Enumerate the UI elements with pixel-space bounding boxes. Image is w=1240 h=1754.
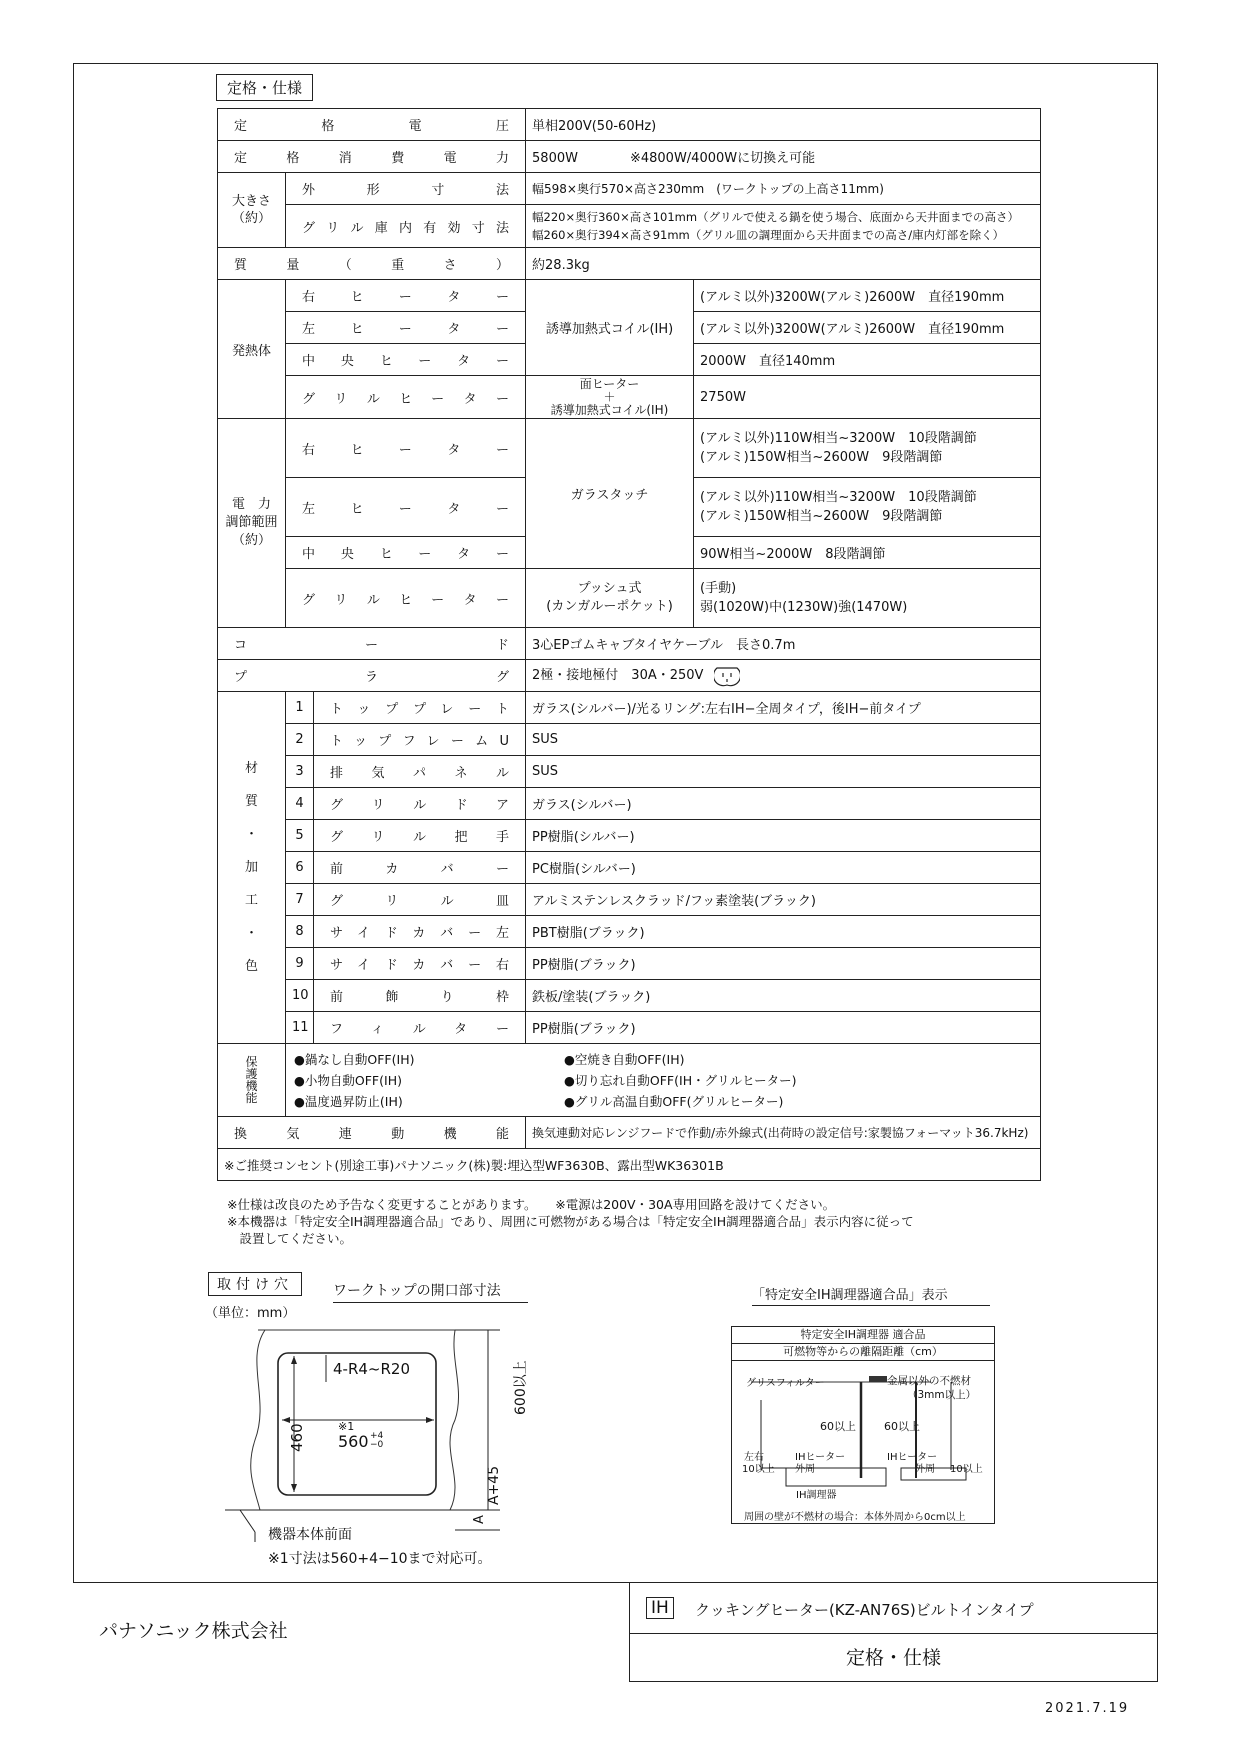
material-no: 8 [286, 916, 314, 948]
material-value: PBT樹脂(ブラック) [526, 916, 1041, 948]
material-value: PP樹脂(ブラック) [526, 1012, 1041, 1044]
material-name: 排気パネル [314, 756, 526, 788]
material-name: サイドカバー左 [314, 916, 526, 948]
material-no: 4 [286, 788, 314, 820]
notes [227, 1196, 914, 1247]
install-title: 取付け穴 [208, 1272, 302, 1296]
material-no: 9 [286, 948, 314, 980]
protect-item: ●切り忘れ自動OFF(IH・グリルヒーター) [564, 1072, 797, 1088]
rated-power: 5800W ※4800W/4000Wに切換え可能 [526, 141, 1041, 173]
weight: 約28.3kg [526, 248, 1041, 280]
cord: 3心EPゴムキャブタイヤケーブル 長さ0.7m [526, 628, 1041, 660]
safety-footer: 周囲の壁が不燃材の場合：本体外周から0cm以上 [744, 1512, 966, 1523]
material-no: 6 [286, 852, 314, 884]
power-1-v2: (アルミ)150W相当~2600W 9段階調節 [700, 450, 943, 465]
power-type-push: プッシュ式 (カンガルーポケット) [526, 569, 694, 628]
install-height: 460 [288, 1423, 306, 1452]
note-line: 設置してください。 [227, 1231, 353, 1246]
safety-ih-outer2: IHヒーター [887, 1452, 938, 1463]
power-name-1: 右ヒーター [286, 419, 526, 478]
material-label: 材 質 ・ 加 工 ・ 色 [218, 692, 286, 1044]
material-value: アルミステンレスクラッド/フッ素塗装(ブラック) [526, 884, 1041, 916]
safety-head2: 可燃物等からの離隔距離（cm） [732, 1344, 994, 1361]
protect-item: ●温度過昇防止(IH) [294, 1093, 403, 1109]
material-name: 前カバー [314, 852, 526, 884]
install-radius: 4-R4~R20 [333, 1360, 410, 1378]
material-value: SUS [526, 724, 1041, 756]
install-a-dim: A+45 [486, 1465, 502, 1505]
heat-type-coil: 誘導加熱式コイル(IH) [526, 280, 694, 376]
protect-label: 保護機能 [218, 1044, 286, 1117]
heat-value-3: 2000W 直径140mm [694, 344, 1041, 376]
protect-item: ●空焼き自動OFF(IH) [564, 1051, 685, 1067]
outer-size: 幅598×奥行570×高さ230mm (ワークトップの上高さ11mm) [526, 173, 1041, 205]
material-value: PC樹脂(シルバー) [526, 852, 1041, 884]
rated-voltage-label: 定格電圧 [218, 109, 526, 141]
power-name-4: グリルヒーター [286, 569, 526, 628]
heat-value-4: 2750W [694, 376, 1041, 419]
company: パナソニック株式会社 [99, 1620, 288, 1642]
install-width-tol: +4 −0 [370, 1431, 384, 1450]
material-value: ガラス(シルバー)/光るリング:左右IH−全周タイプ，後IH−前タイプ [526, 692, 1041, 724]
material-value: 鉄板/塗装(ブラック) [526, 980, 1041, 1012]
grill-size-1: 幅220×奥行360×高さ101mm（グリルで使える鍋を使う場合、底面から天井面までの高さ） [532, 210, 1020, 224]
install-min600: 600以上 [513, 1360, 529, 1415]
rated-power-label: 定格消費電力 [218, 141, 526, 173]
install-unit: （単位：mm） [205, 1306, 296, 1321]
power-3-v1: 90W相当~2000W 8段階調節 [694, 537, 1041, 569]
plug-label: プラグ [218, 660, 526, 692]
size-label: 大きさ （約） [218, 173, 286, 248]
install-a-label: A [472, 1515, 487, 1524]
power-2-v2: (アルミ)150W相当~2600W 9段階調節 [700, 509, 943, 524]
heat-name-2: 左ヒーター [286, 312, 526, 344]
protect-item: ●グリル高温自動OFF(グリルヒーター) [564, 1093, 784, 1109]
date: 2021.7.19 [1045, 1701, 1130, 1716]
outlet: ※ご推奨コンセント(別途工事)パナソニック(株)製:埋込型WF3630B、露出型WK36301B [218, 1149, 1041, 1181]
material-name: サイドカバー右 [314, 948, 526, 980]
safety-ih-outer1: IHヒーター [795, 1452, 846, 1463]
safety-outer1: 外周 [795, 1464, 815, 1475]
safety-d60a: 60以上 [820, 1420, 856, 1433]
heat-label: 発熱体 [218, 280, 286, 419]
ih-mark: IH [646, 1597, 674, 1619]
spec-table [217, 108, 1041, 1181]
heat-value-1: (アルミ以外)3200W(アルミ)2600W 直径190mm [694, 280, 1041, 312]
power-4-v2: 弱(1020W)中(1230W)強(1470W) [700, 600, 908, 615]
vent: 換気連動対応レンジフードで作動/赤外線式(出荷時の設定信号:家製協フォーマット36.7kHz) [526, 1117, 1041, 1149]
safety-title: 「特定安全IH調理器適合品」表示 [752, 1284, 990, 1306]
rated-voltage: 単相200V(50-60Hz) [526, 109, 1041, 141]
vent-label: 換気連動機能 [218, 1117, 526, 1149]
safety-d60b: 60以上 [884, 1420, 920, 1433]
material-value: SUS [526, 756, 1041, 788]
material-no: 7 [286, 884, 314, 916]
safety-d10b: 10以上 [950, 1464, 983, 1475]
material-no: 3 [286, 756, 314, 788]
safety-ih: IH調理器 [796, 1490, 837, 1501]
safety-head1: 特定安全IH調理器 適合品 [732, 1327, 994, 1344]
section-title: 定格・仕様 [216, 74, 313, 101]
install-front: 機器本体前面 [268, 1527, 352, 1543]
safety-grease: グリスフィルター [746, 1378, 825, 1389]
material-no: 5 [286, 820, 314, 852]
power-name-3: 中央ヒーター [286, 537, 526, 569]
install-note: ※1寸法は560+4−10まで対応可。 [268, 1551, 492, 1567]
footer-title: 定格・仕様 [845, 1647, 941, 1669]
material-name: トッププレート [314, 692, 526, 724]
safety-lr: 左右 [744, 1452, 764, 1463]
material-name: グリル把手 [314, 820, 526, 852]
safety-metal: 金属以外の不燃材 [887, 1375, 971, 1387]
heat-name-1: 右ヒーター [286, 280, 526, 312]
plug: 2極・接地極付 30A・250V [532, 668, 704, 684]
power-2-v1: (アルミ以外)110W相当~3200W 10段階調節 [700, 490, 977, 505]
weight-label: 質量（重さ） [218, 248, 526, 280]
install-width-mark: ※1 [338, 1420, 355, 1433]
heat-name-3: 中央ヒーター [286, 344, 526, 376]
plug-icon [714, 665, 740, 687]
material-name: グリルドア [314, 788, 526, 820]
protect-item: ●鍋なし自動OFF(IH) [294, 1051, 415, 1067]
protect-item: ●小物自動OFF(IH) [294, 1072, 402, 1088]
material-value: PP樹脂(シルバー) [526, 820, 1041, 852]
power-type-glass: ガラスタッチ [526, 419, 694, 569]
product-name: クッキングヒーター(KZ-AN76S)ビルトインタイプ [695, 1601, 1034, 1619]
power-4-v1: (手動) [700, 581, 737, 596]
material-no: 10 [286, 980, 314, 1012]
note-line: ※仕様は改良のため予告なく変更することがあります。 ※電源は200V・30A専用回路を設けてください。 [227, 1197, 836, 1212]
grill-label: グリル庫内有効寸法 [286, 205, 526, 248]
safety-metal2: （3mm以上） [907, 1389, 977, 1401]
outer-label: 外形寸法 [286, 173, 526, 205]
title-block [629, 1583, 1158, 1682]
material-name: フィルター [314, 1012, 526, 1044]
material-no: 11 [286, 1012, 314, 1044]
install-width: 560 [338, 1432, 369, 1451]
cord-label: コード [218, 628, 526, 660]
power-1-v1: (アルミ以外)110W相当~3200W 10段階調節 [700, 431, 977, 446]
install-subtitle: ワークトップの開口部寸法 [333, 1280, 528, 1303]
material-no: 1 [286, 692, 314, 724]
heat-name-4: グリルヒーター [286, 376, 526, 419]
material-name: 前飾り枠 [314, 980, 526, 1012]
material-value: PP樹脂(ブラック) [526, 948, 1041, 980]
heat-value-2: (アルミ以外)3200W(アルミ)2600W 直径190mm [694, 312, 1041, 344]
material-name: グリル皿 [314, 884, 526, 916]
material-value: ガラス(シルバー) [526, 788, 1041, 820]
power-name-2: 左ヒーター [286, 478, 526, 537]
material-no: 2 [286, 724, 314, 756]
heat-type-grill: 面ヒーター ＋ 誘導加熱式コイル(IH) [526, 376, 694, 419]
power-label: 電 力 調節範囲 （約） [218, 419, 286, 628]
safety-d10a: 10以上 [742, 1464, 775, 1475]
note-line: ※本機器は「特定安全IH調理器適合品」であり、周囲に可燃物がある場合は「特定安全IH調理器適合品」表示内容に従って [227, 1214, 914, 1229]
safety-outer2: 外周 [915, 1464, 935, 1475]
grill-size-2: 幅260×奥行394×高さ91mm（グリル皿の調理面から天井面までの高さ/庫内灯部を除く） [532, 228, 1005, 242]
material-name: トップフレームU [314, 724, 526, 756]
